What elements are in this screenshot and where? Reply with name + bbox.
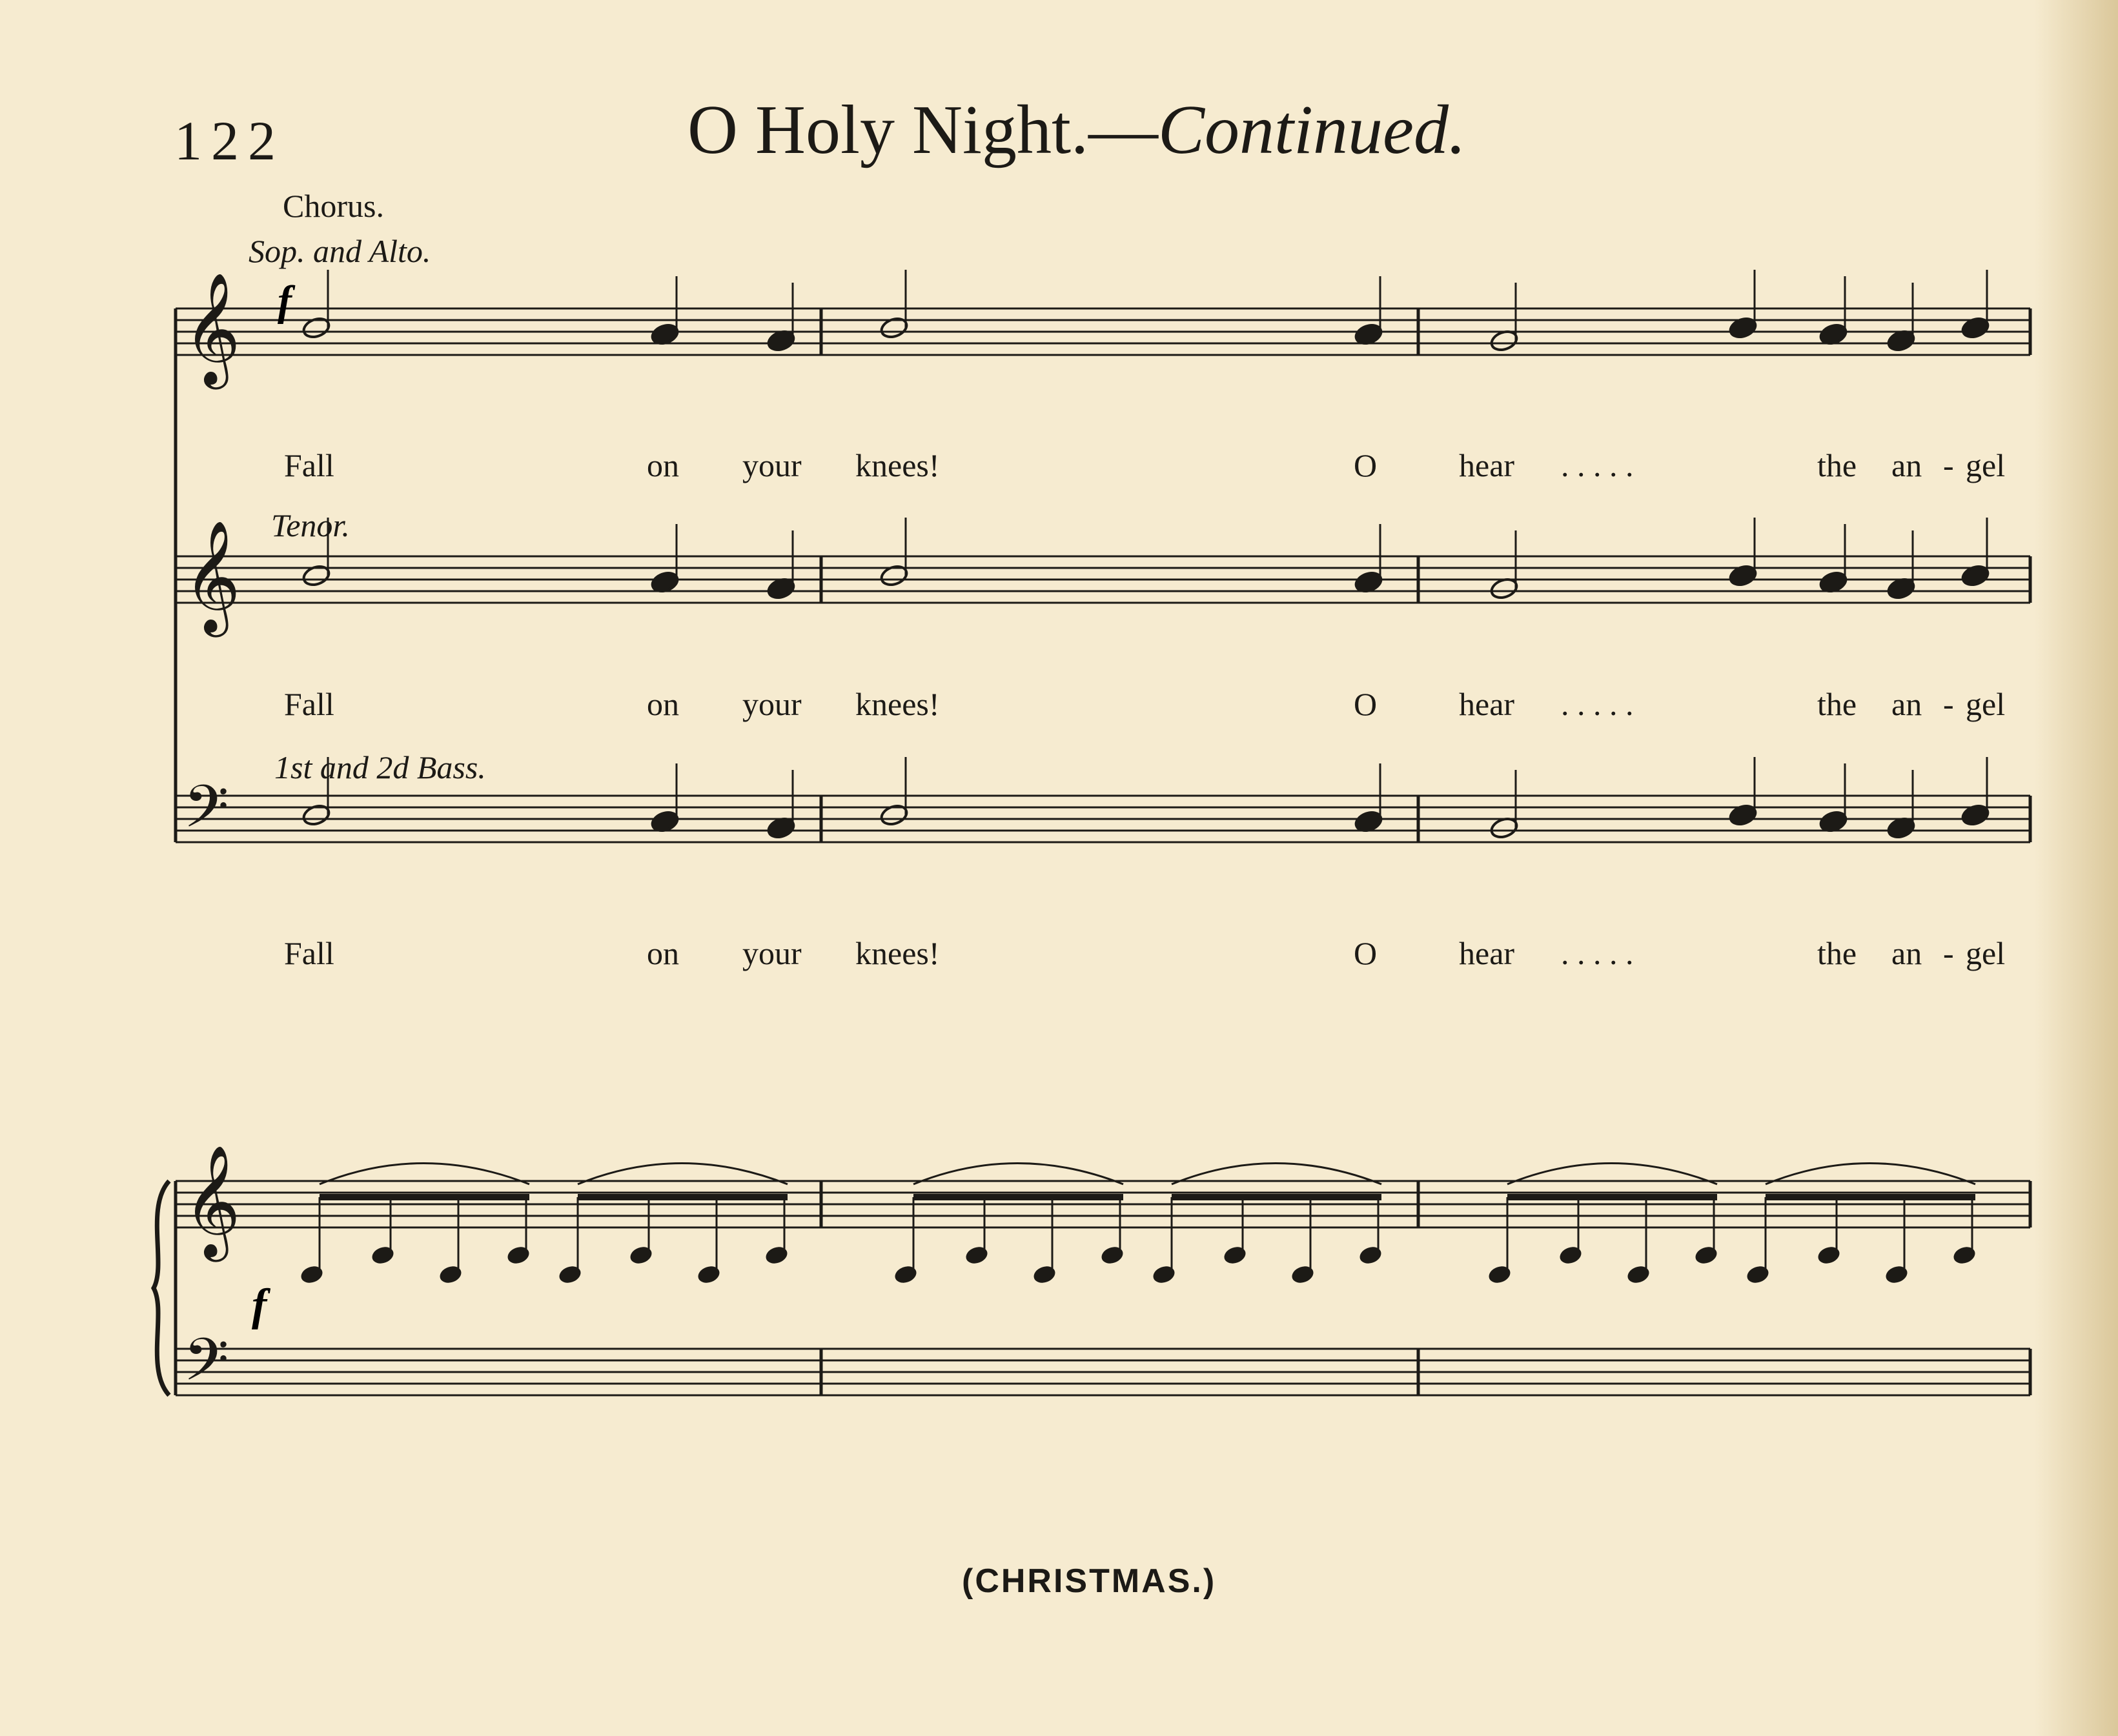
- lyric-syllable: hear: [1459, 447, 1515, 483]
- lyric-syllable: Fall: [284, 447, 334, 483]
- note-head: [893, 1264, 919, 1286]
- piano-brace: [154, 1181, 169, 1395]
- lyric-syllable: on: [647, 935, 679, 971]
- treble-clef-icon: 𝄞: [183, 1145, 241, 1257]
- note-head: [1558, 1244, 1583, 1266]
- note-head: [505, 1244, 531, 1266]
- note-head: [557, 1264, 583, 1286]
- lyric-syllable: O: [1354, 686, 1378, 722]
- lyric-syllable: hear: [1459, 935, 1515, 971]
- note-head: [964, 1244, 990, 1266]
- clefs: [183, 272, 241, 1408]
- note-head: [438, 1264, 463, 1286]
- lyric-syllable: knees!: [855, 686, 940, 722]
- bass-clef-icon: 𝄢: [183, 1326, 229, 1408]
- lyric-syllable: the: [1817, 686, 1857, 722]
- lyric-syllable: the: [1817, 447, 1857, 483]
- title-suffix: Continued.: [1158, 92, 1466, 168]
- lyric-syllable: -: [1943, 686, 1954, 722]
- lyric-syllable: -: [1943, 935, 1954, 971]
- treble-clef-icon: 𝄞: [183, 520, 241, 632]
- voice-label-bass: 1st and 2d Bass.: [274, 749, 486, 785]
- staff-lines: [154, 308, 2030, 1395]
- lyric-syllable: an: [1891, 935, 1922, 971]
- lyric-syllable: gel: [1966, 935, 2006, 971]
- lyric-syllable: an: [1891, 447, 1922, 483]
- note-head: [628, 1244, 654, 1266]
- title-main: O Holy Night.: [687, 92, 1088, 168]
- lyric-syllable: your: [742, 935, 802, 971]
- voice-label-soprano-alto: Sop. and Alto.: [249, 233, 431, 269]
- notes: [299, 270, 1990, 1286]
- note-head: [1358, 1244, 1383, 1266]
- note-head: [1693, 1244, 1719, 1266]
- caption: (CHRISTMAS.): [962, 1562, 1217, 1600]
- note-head: [1099, 1244, 1125, 1266]
- note-head: [1951, 1244, 1977, 1266]
- treble-clef-icon: 𝄞: [183, 272, 241, 385]
- lyric-syllable: -: [1943, 447, 1954, 483]
- lyric-syllable: your: [742, 686, 802, 722]
- note-head: [370, 1244, 396, 1266]
- lyric-syllable: Fall: [284, 686, 334, 722]
- page-number: 122: [174, 110, 285, 172]
- note-head: [764, 1244, 789, 1266]
- lyric-syllable: O: [1354, 447, 1378, 483]
- lyric-syllable: . . . . .: [1561, 935, 1634, 971]
- lyric-syllable: gel: [1966, 686, 2006, 722]
- note-head: [696, 1264, 722, 1286]
- lyric-syllable: on: [647, 447, 679, 483]
- lyric-syllable: on: [647, 686, 679, 722]
- lyric-syllable: Fall: [284, 935, 334, 971]
- lyric-syllable: knees!: [855, 447, 940, 483]
- lyric-syllable: knees!: [855, 935, 940, 971]
- note-head: [299, 1264, 325, 1286]
- note-head: [1884, 1264, 1909, 1286]
- note-head: [1222, 1244, 1248, 1266]
- lyric-syllable: the: [1817, 935, 1857, 971]
- lyric-syllable: your: [742, 447, 802, 483]
- note-head: [1745, 1264, 1771, 1286]
- piano-dynamic-forte: f: [252, 1280, 267, 1330]
- lyric-syllable: hear: [1459, 686, 1515, 722]
- lyric-syllable: . . . . .: [1561, 686, 1634, 722]
- lyric-syllable: an: [1891, 686, 1922, 722]
- note-head: [1032, 1264, 1057, 1286]
- voice-label-tenor: Tenor.: [271, 507, 350, 543]
- note-head: [1816, 1244, 1842, 1266]
- note-head: [1290, 1264, 1316, 1286]
- dynamic-marking-forte: f: [278, 278, 292, 325]
- note-head: [1625, 1264, 1651, 1286]
- lyric-syllable: . . . . .: [1561, 447, 1634, 483]
- lyric-syllable: gel: [1966, 447, 2006, 483]
- note-head: [1487, 1264, 1512, 1286]
- bass-clef-icon: 𝄢: [183, 772, 229, 855]
- note-head: [1151, 1264, 1177, 1286]
- lyric-syllable: O: [1354, 935, 1378, 971]
- title-dash: —: [1088, 92, 1158, 168]
- section-label: Chorus.: [283, 188, 384, 224]
